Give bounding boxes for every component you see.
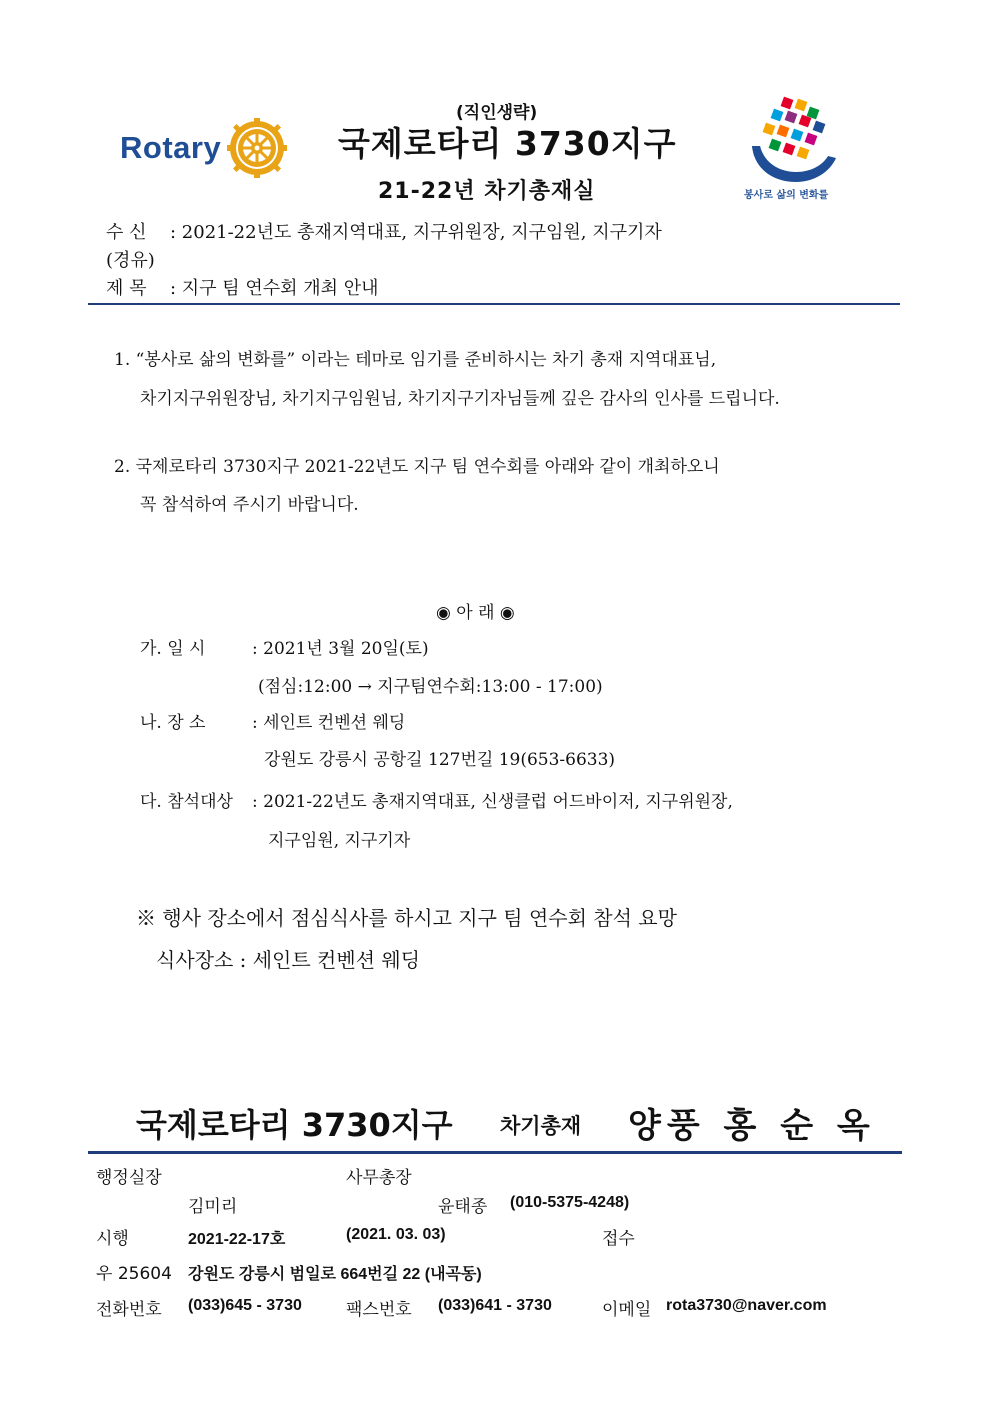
paragraph-2-line-1: 2. 국제로타리 3730지구 2021-22년도 지구 팀 연수회를 아래와 같이 개최하오니	[114, 457, 720, 477]
item-venue-value: : 세인트 컨벤션 웨딩	[252, 713, 406, 733]
item-venue-address: 강원도 강릉시 공항길 127번길 19(653-6633)	[264, 750, 616, 770]
admin-chief-name: 김미리	[188, 1197, 238, 1217]
seal-omitted-note: (직인생략)	[456, 103, 538, 123]
email-link[interactable]: rota3730@naver.com	[666, 1297, 827, 1314]
phone-number: (033)645 - 3730	[188, 1297, 302, 1314]
secretary-name: 윤태종	[438, 1197, 488, 1217]
item-date-value: : 2021년 3월 20일(토)	[252, 639, 429, 659]
footer-divider	[88, 1151, 902, 1154]
secretary-phone: (010-5375-4248)	[510, 1194, 630, 1211]
footer-person-name: 양풍 홍 순 옥	[628, 1106, 876, 1146]
footer-role: 차기총재	[500, 1114, 582, 1138]
postal-code: 우 25604	[96, 1264, 172, 1284]
below-heading: ◉ 아 래 ◉	[436, 603, 515, 623]
admin-chief-label: 행정실장	[96, 1168, 162, 1188]
item-attendees-value: : 2021-22년도 총재지역대표, 신생클럽 어드바이저, 지구위원장,	[252, 792, 733, 812]
issue-date: (2021. 03. 03)	[346, 1226, 446, 1243]
lunch-notice: ※ 행사 장소에서 점심식사를 하시고 지구 팀 연수회 참석 요망	[136, 906, 677, 930]
subject-value: : 지구 팀 연수회 개최 안내	[170, 278, 379, 299]
paragraph-2-line-2: 꼭 참석하여 주시기 바랍니다.	[140, 495, 359, 515]
recipient-label: 수 신	[106, 222, 147, 243]
issue-label: 시행	[96, 1229, 129, 1249]
theme-logo-text: 봉사로 삶의 변화를	[744, 190, 829, 201]
rotary-logo-text: Rotary	[120, 130, 222, 165]
address: 강원도 강릉시 범일로 664번길 22 (내곡동)	[188, 1266, 482, 1283]
item-venue-label: 나. 장 소	[140, 713, 206, 733]
lunch-venue: 식사장소 : 세인트 컨벤션 웨딩	[156, 948, 421, 972]
item-attendees-label: 다. 참석대상	[140, 792, 233, 812]
paragraph-1-line-2: 차기지구위원장님, 차기지구임원님, 차기지구기자님들께 깊은 감사의 인사를 드립니다.	[140, 389, 780, 409]
footer-org-name: 국제로타리 3730지구	[136, 1106, 453, 1144]
recipient-value: : 2021-22년도 총재지역대표, 지구위원장, 지구임원, 지구기자	[170, 222, 662, 243]
header-divider	[88, 303, 900, 305]
office-title: 21-22년 차기총재실	[378, 179, 596, 204]
rotary-wheel-icon	[227, 118, 287, 178]
email-label: 이메일	[602, 1300, 652, 1320]
phone-label: 전화번호	[96, 1300, 162, 1320]
receipt-label: 접수	[602, 1229, 635, 1249]
secretary-label: 사무총장	[346, 1168, 412, 1188]
fax-label: 팩스번호	[346, 1300, 412, 1320]
fax-number: (033)641 - 3730	[438, 1297, 552, 1314]
org-title: 국제로타리 3730지구	[338, 124, 677, 163]
item-attendees-more: 지구임원, 지구기자	[268, 831, 411, 851]
rotary-logo	[120, 118, 287, 178]
subject-label: 제 목	[106, 278, 147, 299]
via-label: (경유)	[106, 250, 155, 271]
item-date-schedule: (점심:12:00 → 지구팀연수회:13:00 - 17:00)	[258, 677, 603, 697]
issue-number: 2021-22-17호	[188, 1231, 286, 1248]
item-date-label: 가. 일 시	[140, 639, 206, 659]
paragraph-1-line-1: 1. “봉사로 삶의 변화를” 이라는 테마로 임기를 준비하시는 차기 총재 지역대표님,	[114, 350, 717, 370]
